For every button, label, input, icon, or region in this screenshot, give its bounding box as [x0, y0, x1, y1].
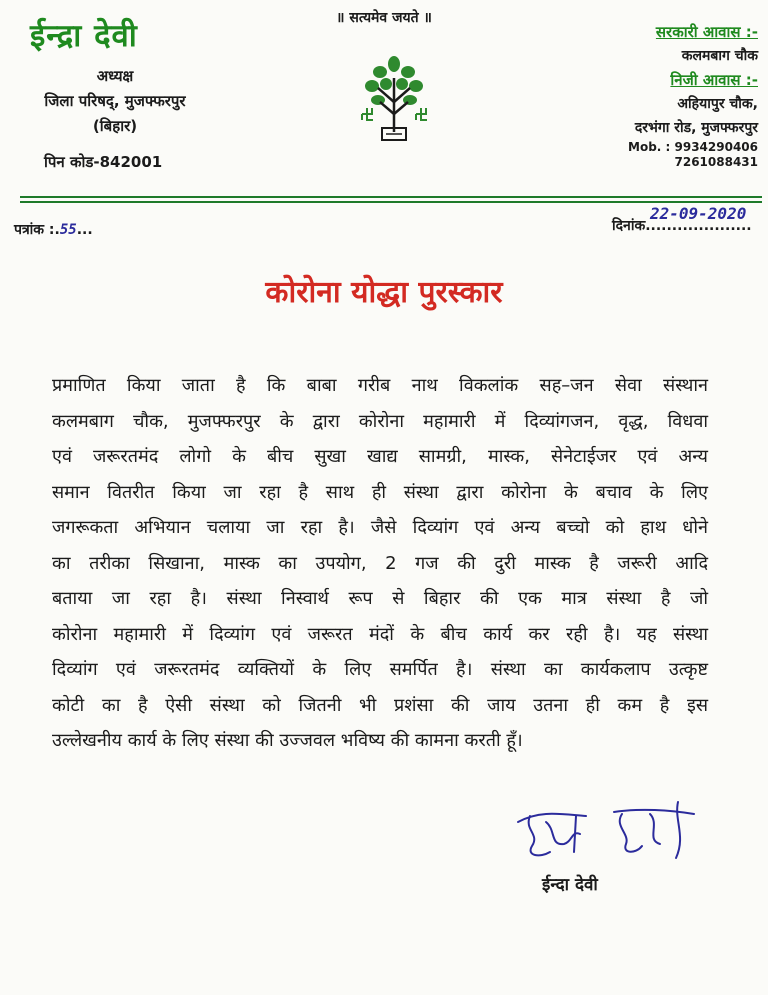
body-line: समान वितरीत किया जा रहा है साथ ही संस्था द्वारा कोरोना के बचाव के लिए [52, 481, 708, 503]
header-divider [20, 201, 762, 203]
bodhi-tree-emblem-icon [358, 52, 430, 144]
header-divider [20, 196, 762, 198]
designation-block [20, 64, 210, 139]
designation-line: (बिहार) [92, 117, 138, 135]
signatory-name: ईन्दा देवी [542, 875, 598, 895]
date-field [612, 204, 752, 235]
body-line: एवं जरूरतमंद लोगो के बीच सुखा खाद्य सामग्री, मास्क, सेनेटाईजर एवं अन्य [52, 446, 708, 467]
govt-residence-label: सरकारी आवास :- [655, 23, 758, 41]
body-line: उल्लेखनीय कार्य के लिए संस्था की उज्जवल भविष्य की कामना करती हूँ। [52, 730, 523, 751]
designation-line: अध्यक्ष [96, 67, 134, 85]
handwritten-signature [510, 800, 700, 870]
date-value: 22-09-2020 [650, 204, 747, 223]
reference-number [14, 220, 93, 239]
certificate-body [52, 368, 708, 759]
body-line: का तरीका सिखाना, मास्क का उपयोग, 2 गज की दुरी मास्क है जरूरी आदि [52, 552, 708, 574]
pin-code: पिन कोड-842001 [44, 153, 163, 171]
date-label: दिनांक [612, 218, 646, 234]
private-residence-address: अहियापुर चौक, [677, 96, 758, 112]
designation-line: जिला परिषद्, मुजफ्फरपुर [44, 92, 186, 110]
body-line: प्रमाणित किया जाता है कि बाबा गरीब नाथ विकलांक सह–जन सेवा संस्थान [52, 375, 708, 396]
body-line: दिव्यांग एवं जरूरतमंद व्यक्तियों के लिए समर्पित है। संस्था का कार्यकलाप उत्कृष्ट [52, 659, 708, 680]
body-line: बताया जा रहा है। संस्था निस्वार्थ रूप से बिहार की एक मात्र संस्था है जो [52, 588, 708, 609]
body-line: कलमबाग चौक, मुजफ्फरपुर के द्वारा कोरोना महामारी में दिव्यांगजन, वृद्ध, विधवा [52, 410, 708, 432]
reference-label: पत्रांक :. [14, 222, 60, 238]
mobile-number: Mob. : 9934290406 [628, 140, 758, 154]
reference-dots: ... [76, 222, 93, 238]
govt-residence-address: कलमबाग चौक [681, 48, 758, 64]
mobile-number: 7261088431 [674, 155, 758, 169]
body-line: कोटी का है ऐसी संस्था को जितनी भी प्रशंसा की जाय उतना ही कम है इस [52, 694, 708, 716]
letterhead-name: ईन्द्रा देवी [30, 18, 138, 54]
reference-value: 55 [59, 222, 77, 238]
certificate-title: कोरोना योद्धा पुरस्कार [265, 275, 503, 310]
private-residence-address: दरभंगा रोड, मुजफ्फरपुर [634, 120, 758, 136]
emblem-motto: ॥ सत्यमेव जयते ॥ [336, 10, 432, 26]
date-dots: .................... [645, 218, 752, 234]
private-residence-label: निजी आवास :- [670, 71, 758, 89]
body-line: जगरूकता अभियान चलाया जा रहा है। जैसे दिव्यांग एवं अन्य बच्चो को हाथ धोने [52, 517, 708, 538]
body-line: कोरोना महामारी में दिव्यांग एवं जरूरत मंदों के बीच कार्य कर रही है। यह संस्था [52, 623, 708, 645]
address-block [628, 20, 758, 170]
